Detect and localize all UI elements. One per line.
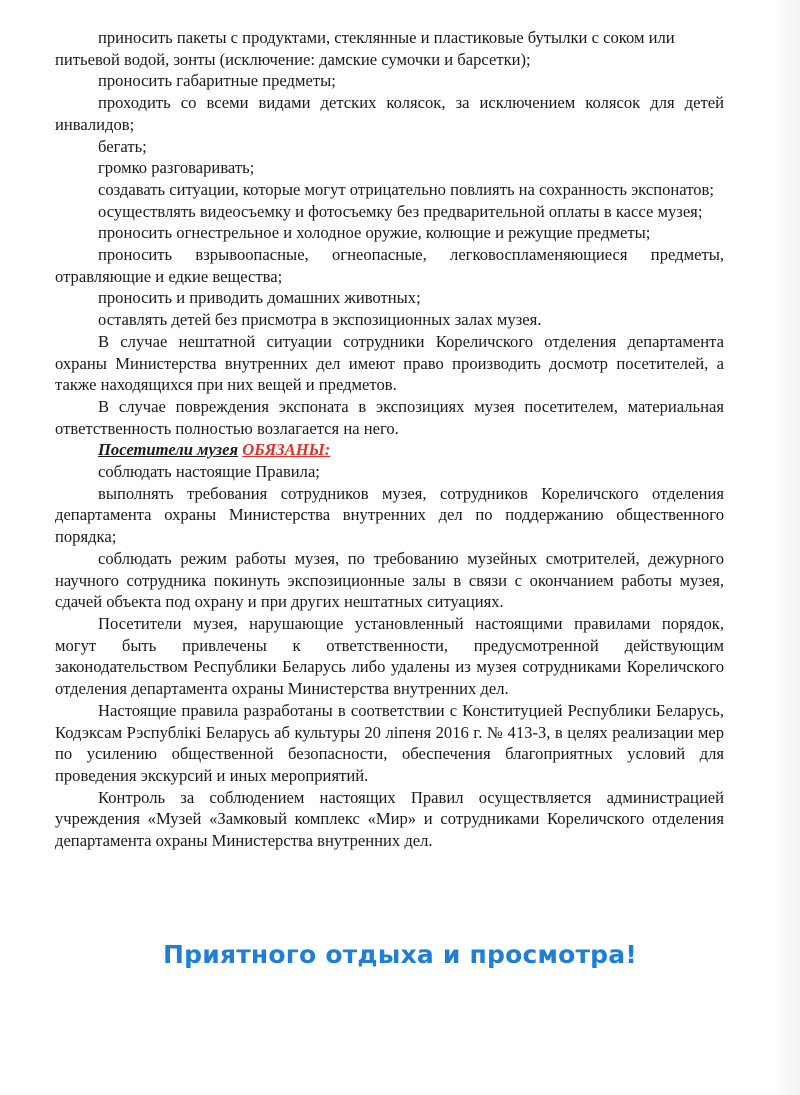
control-paragraph: Контроль за соблюдением настоящих Правил осуществляется администрацией учреждения «Музей «Замковый комплекс «Мир» и сотрудниками Кореличского отделения департамента охраны Министерства внутренних дел. [55,787,724,851]
damage-paragraph: В случае повреждения экспоната в экспозициях музея посетителем, материальная ответственность полностью возлагается на него. [55,396,724,438]
prohibition-item: проносить габаритные предметы; [98,71,336,91]
obligations-heading-must: ОБЯЗАНЫ [242,440,325,460]
obligations-list [55,461,724,613]
obligation-item: выполнять требования сотрудников музея, сотрудников Кореличского отделения департамента охраны Министерства внутренних дел по поддержанию общественного порядка; [55,483,724,547]
prohibition-item: оставлять детей без присмотра в экспозиционных залах музея. [98,310,542,330]
scan-edge-shadow [774,0,800,1095]
prohibition-item: проносить огнестрельное и холодное оружие, колющие и режущие предметы; [98,223,651,243]
prohibition-item: громко разговаривать; [98,158,255,178]
obligation-item: соблюдать режим работы музея, по требованию музейных смотрителей, дежурного научного сотрудника покинуть экспозиционные залы в связи с окончанием работы музея, сдачей объекта под охрану и при других нештатных ситуациях. [55,548,724,612]
obligation-item: соблюдать настоящие Правила; [98,462,320,482]
prohibition-item: осуществлять видеосъемку и фотосъемку без предварительной оплаты в кассе музея; [98,201,703,221]
emergency-paragraph: В случае нештатной ситуации сотрудники Кореличского отделения департамента охраны Министерства внутренних дел имеют право производить досмотр посетителей, а также находящихся при них вещей и предметов. [55,331,724,395]
violations-paragraph: Посетители музея, нарушающие установленный настоящими правилами порядок, могут быть привлечены к ответственности, предусмотренной действующим законодательством Республики Беларусь либо удалены из музея сотрудниками Кореличского отделения департамента охраны Министерства внутренних дел. [55,613,724,699]
prohibition-item: приносить пакеты с продуктами, стеклянные и пластиковые бутылки с соком или питьевой водой, зонты (исключение: дамские сумочки и барсетки); [55,28,675,69]
basis-paragraph: Настоящие правила разработаны в соответствии с Конституцией Республики Беларусь, Кодэксам Рэспублікі Беларусь аб культуры 20 ліпеня 2016 г. № 413-З, в целях реализации мер по усилению общественной безопасности, обеспечения благоприятных условий для проведения экскурсий и иных мероприятий. [55,700,724,785]
prohibition-item: проходить со всеми видами детских колясок, за исключением колясок для детей инвалидов; [55,93,724,134]
prohibition-item: проносить и приводить домашних животных; [98,288,421,308]
obligations-heading-visitors: Посетители музея [98,440,239,460]
document-body [55,27,724,852]
prohibition-item: проносить взрывоопасные, огнеопасные, легковоспламеняющиеся предметы, отравляющие и едкие вещества; [55,245,724,286]
prohibitions-list [55,27,724,331]
prohibition-item: создавать ситуации, которые могут отрицательно повлиять на сохранность экспонатов; [98,179,714,199]
obligations-heading [55,439,724,461]
prohibition-item: бегать; [98,136,147,156]
closing-message: Приятного отдыха и просмотра! [163,940,637,969]
obligations-heading-colon: : [324,440,331,460]
